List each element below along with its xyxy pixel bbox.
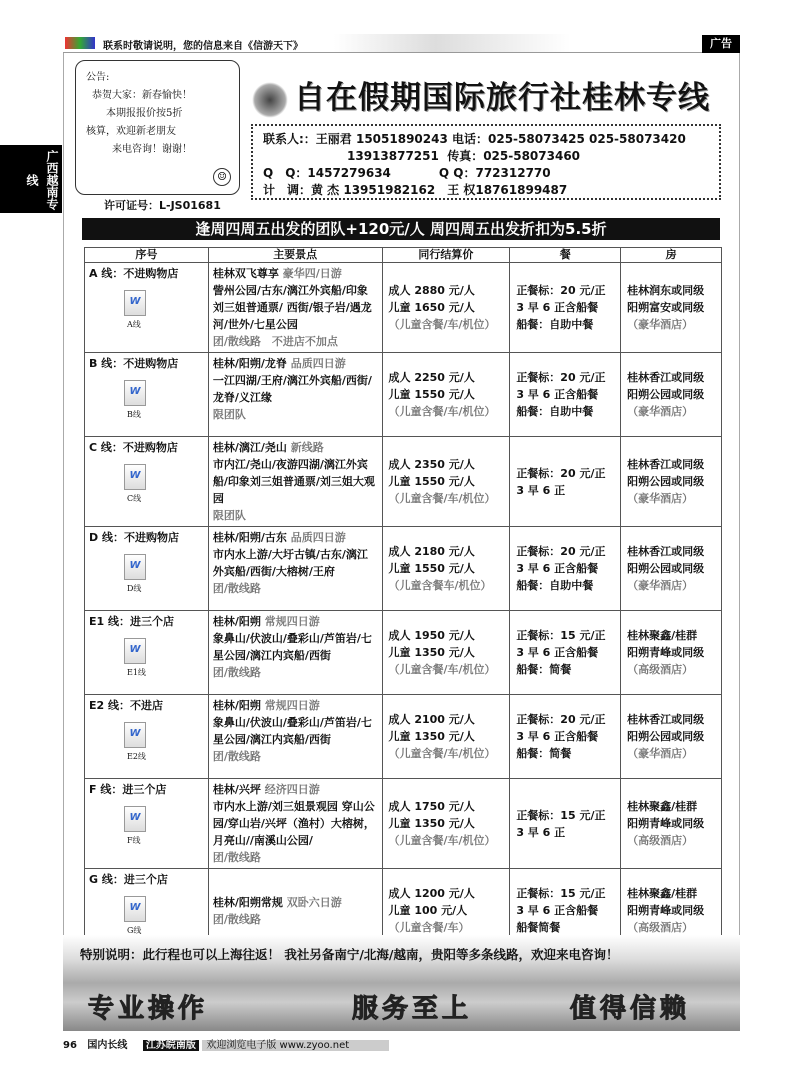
room-line: 阳朔青峰或同级 <box>627 904 705 917</box>
table-row <box>85 353 722 437</box>
page-number: 96 <box>63 1040 77 1051</box>
meal-cell <box>510 779 621 869</box>
spots-cell <box>208 695 382 779</box>
route-note: 团/散线路 不进店不加点 <box>212 335 338 348</box>
tour-tag: 新线路 <box>290 441 324 454</box>
website-link[interactable]: 欢迎浏览电子版 www.zyoo.net <box>202 1040 389 1051</box>
price-note: （儿童含餐/车/机位） <box>388 318 496 331</box>
announcement-line: 本期报报价按5折 <box>106 108 183 119</box>
meal-cell <box>510 437 621 527</box>
spots-list: 市内江/尧山/夜游四湖/漓江外宾船/印象刘三姐普通票/刘三姐大观园 <box>212 458 375 505</box>
room-line: （豪华酒店） <box>627 405 694 418</box>
tour-tag: 常规四日游 <box>264 615 320 628</box>
room-line: 阳朔青峰或同级 <box>627 646 705 659</box>
side-tab: 广西越南专线 <box>0 145 62 213</box>
price-note: （儿童含餐/车） <box>388 921 470 934</box>
document-label[interactable]: G线 <box>127 926 142 935</box>
route-name: 桂林/阳朔 <box>212 699 261 712</box>
meal-line: 船餐：自助中餐 <box>516 579 594 592</box>
meal-line: 3 早 6 正 <box>516 483 566 497</box>
spots-cell <box>208 353 382 437</box>
document-label[interactable]: D线 <box>127 584 142 593</box>
table-row <box>85 437 722 527</box>
room-line: 阳朔公园或同级 <box>627 730 705 743</box>
spots-cell <box>208 437 382 527</box>
col-header: 房 <box>621 248 722 263</box>
price-note: （儿童含餐/车/机位） <box>388 492 496 505</box>
route-note: 团/散线路 <box>212 851 261 864</box>
top-notice: 联系时敬请说明，您的信息来自《信游天下》 <box>103 41 303 52</box>
title-text: 自在假期国际旅行社桂林专线 <box>294 80 710 116</box>
route-name: 桂林/阳朔/龙脊 <box>212 357 287 370</box>
child-price: 儿童 100 元/人 <box>388 904 468 917</box>
route-name: 桂林/阳朔 <box>212 615 261 628</box>
adult-price: 成人 2180 元/人 <box>388 545 475 558</box>
spots-cell <box>208 527 382 611</box>
word-document-icon[interactable]: W <box>124 554 146 580</box>
price-cell <box>382 527 510 611</box>
table-row <box>85 779 722 869</box>
price-note: （儿童含餐/车/机位） <box>388 405 496 418</box>
meal-cell <box>510 353 621 437</box>
route-note: 限团队 <box>212 509 246 522</box>
line-name: B 线：不进购物店 <box>89 357 179 370</box>
meal-line: 3 早 6 正含船餐 <box>516 388 599 401</box>
route-name: 桂林/漓江/尧山 <box>212 441 287 454</box>
meal-line: 3 早 6 正含船餐 <box>516 646 599 659</box>
room-line: 桂林聚鑫/桂群 <box>627 887 698 900</box>
adult-price: 成人 1950 元/人 <box>388 629 475 642</box>
contact-row: Q Q：1457279634 Q Q：772312770 <box>263 166 551 180</box>
room-line: 阳朔公园或同级 <box>627 475 705 488</box>
room-line: 阳朔富安或同级 <box>627 301 705 314</box>
line-cell <box>85 263 209 353</box>
spots-list: 訾州公园/古东/漓江外宾船/印象刘三姐普通票/ 西街/银子岩/遇龙河/世外/七星公园 <box>212 284 372 331</box>
line-name: G 线：进三个店 <box>89 873 168 886</box>
contact-box <box>251 124 721 200</box>
table-row <box>85 611 722 695</box>
child-price: 儿童 1550 元/人 <box>388 388 475 401</box>
room-cell <box>621 527 722 611</box>
dandelion-logo-icon <box>252 82 288 118</box>
adult-price: 成人 2250 元/人 <box>388 371 475 384</box>
contact-row: 联系人:：王丽君 15051890243 电话：025-58073425 025-58073420 <box>263 132 686 146</box>
spots-list: 象鼻山/伏波山/叠彩山/芦笛岩/七星公园/漓江内宾船/西街 <box>212 632 372 662</box>
price-note: （儿童含餐/车/机位） <box>388 747 496 760</box>
room-line: （豪华酒店） <box>627 492 694 505</box>
table-row <box>85 263 722 353</box>
room-line: 桂林香江或同级 <box>627 545 705 558</box>
price-cell <box>382 611 510 695</box>
line-name: E2 线：不进店 <box>89 699 163 712</box>
room-line: 桂林香江或同级 <box>627 458 705 471</box>
room-cell <box>621 353 722 437</box>
col-header: 主要景点 <box>208 248 382 263</box>
smiley-icon: ☺ <box>213 168 231 186</box>
price-cell <box>382 353 510 437</box>
line-name: C 线：不进购物店 <box>89 441 178 454</box>
document-label[interactable]: A线 <box>127 320 141 329</box>
spots-cell <box>208 263 382 353</box>
spots-cell <box>208 779 382 869</box>
meal-line: 船餐：简餐 <box>516 747 572 760</box>
price-cell <box>382 263 510 353</box>
room-line: （豪华酒店） <box>627 318 694 331</box>
meal-line: 3 早 6 正 <box>516 825 566 839</box>
col-header: 序号 <box>85 248 209 263</box>
word-document-icon[interactable]: W <box>124 722 146 748</box>
room-line: （高级酒店） <box>627 834 694 847</box>
room-line: 桂林香江或同级 <box>627 713 705 726</box>
table-row <box>85 695 722 779</box>
spots-list: 一江四湖/王府/漓江外宾船/西街/龙脊/义江缘 <box>212 374 372 404</box>
meal-line: 船餐：自助中餐 <box>516 318 594 331</box>
meal-line: 正餐标：20 元/正 <box>516 371 606 384</box>
contact-row: 计 调：黄 杰 13951982162 王 权18761899487 <box>263 183 568 197</box>
announcement-scroll <box>75 60 240 195</box>
table-row <box>85 527 722 611</box>
room-line: （高级酒店） <box>627 921 694 934</box>
tour-tag: 常规四日游 <box>264 699 320 712</box>
room-cell <box>621 611 722 695</box>
tour-tag: 双卧六日游 <box>286 895 342 909</box>
document-label[interactable]: C线 <box>127 494 142 503</box>
meal-line: 船餐：自助中餐 <box>516 405 594 418</box>
line-cell <box>85 695 209 779</box>
meal-line: 正餐标：15 元/正 <box>516 629 606 642</box>
announcement-heading: 公告: <box>86 72 110 83</box>
route-note: 限团队 <box>212 408 246 421</box>
meal-line: 正餐标：15 元/正 <box>516 808 606 822</box>
room-cell <box>621 779 722 869</box>
meal-line: 3 早 6 正含船餐 <box>516 730 599 743</box>
adult-price: 成人 1750 元/人 <box>388 800 475 813</box>
line-name: A 线：不进购物店 <box>89 267 179 280</box>
word-document-icon[interactable]: W <box>124 638 146 664</box>
section-name: 国内长线 <box>87 1040 128 1051</box>
route-note: 团/散线路 <box>212 666 261 679</box>
spots-list: 象鼻山/伏波山/叠彩山/芦笛岩/七星公园/漓江内宾船/西街 <box>212 716 372 746</box>
tour-tag: 豪华四/日游 <box>282 267 342 280</box>
meal-line: 3 早 6 正含船餐 <box>516 904 599 917</box>
top-bar <box>63 34 740 53</box>
route-note: 团/散线路 <box>212 750 261 763</box>
meal-line: 正餐标：20 元/正 <box>516 713 606 726</box>
child-price: 儿童 1550 元/人 <box>388 475 475 488</box>
meal-cell <box>510 263 621 353</box>
room-line: （高级酒店） <box>627 663 694 676</box>
meal-line: 正餐标：20 元/正 <box>516 284 606 297</box>
line-cell <box>85 779 209 869</box>
room-line: 桂林聚鑫/桂群 <box>627 629 698 642</box>
contact-row: 13913877251 传真：025-58073460 <box>263 149 581 163</box>
route-note: 团/散线路 <box>212 582 261 595</box>
adult-price: 成人 2100 元/人 <box>388 713 475 726</box>
room-cell <box>621 695 722 779</box>
adult-price: 成人 2880 元/人 <box>388 284 475 297</box>
meal-line: 3 早 6 正含船餐 <box>516 562 599 575</box>
line-name: E1 线：进三个店 <box>89 615 174 628</box>
price-note: （儿童含餐/车/机位） <box>388 834 496 847</box>
meal-cell <box>510 695 621 779</box>
document-label[interactable]: B线 <box>127 410 141 419</box>
line-name: F 线：进三个店 <box>89 783 167 796</box>
license-number: 许可证号：L-JS01681 <box>104 199 221 212</box>
meal-line: 正餐标：15 元/正 <box>516 887 606 900</box>
child-price: 儿童 1350 元/人 <box>388 646 475 659</box>
route-name: 桂林/阳朔/古东 <box>212 531 287 544</box>
route-name: 桂林/兴坪 <box>212 783 261 796</box>
room-line: （豪华酒店） <box>627 579 694 592</box>
child-price: 儿童 1350 元/人 <box>388 817 475 830</box>
slogan: 专业操作 <box>88 994 209 1024</box>
ad-label: 广告 <box>702 35 740 53</box>
room-line: 阳朔公园或同级 <box>627 562 705 575</box>
price-note: （儿童含餐车/机位） <box>388 579 492 592</box>
room-line: 阳朔青峰或同级 <box>627 817 705 830</box>
meal-line: 3 早 6 正含船餐 <box>516 301 599 314</box>
word-document-icon[interactable]: W <box>124 896 146 922</box>
adult-price: 成人 1200 元/人 <box>388 887 475 900</box>
line-cell <box>85 527 209 611</box>
line-cell <box>85 353 209 437</box>
word-document-icon[interactable]: W <box>124 290 146 316</box>
document-label[interactable]: E1线 <box>127 668 146 677</box>
word-document-icon[interactable]: W <box>124 464 146 490</box>
col-header: 餐 <box>510 248 621 263</box>
document-label[interactable]: F线 <box>127 836 141 845</box>
spots-list: 市内水上游/大圩古镇/古东/漓江外宾船/西街/大榕树/王府 <box>212 548 368 578</box>
meal-line: 船餐：简餐 <box>516 663 572 676</box>
meal-cell <box>510 527 621 611</box>
announcement-line: 来电咨询！谢谢！ <box>112 144 192 155</box>
slogan: 服务至上 <box>352 994 473 1024</box>
meal-line: 正餐标：20 元/正 <box>516 545 606 558</box>
footer <box>63 1036 389 1050</box>
meal-cell <box>510 611 621 695</box>
room-cell <box>621 437 722 527</box>
room-line: 阳朔公园或同级 <box>627 388 705 401</box>
tour-tag: 品质四日游 <box>290 357 346 370</box>
room-cell <box>621 263 722 353</box>
tour-tag: 经济四日游 <box>264 783 320 796</box>
child-price: 儿童 1650 元/人 <box>388 301 475 314</box>
col-header: 同行结算价 <box>382 248 510 263</box>
word-document-icon[interactable]: W <box>124 380 146 406</box>
announcement-line: 恭贺大家：新春愉快！ <box>92 90 192 101</box>
spots-list: 市内水上游/刘三姐景观园 穿山公园/穿山岩/兴坪（渔村）大榕树，月亮山//南溪山公园/ <box>212 800 375 847</box>
line-cell <box>85 611 209 695</box>
promo-banner: 逢周四周五出发的团队+120元/人 周四周五出发折扣为5.5折 <box>82 218 720 240</box>
room-line: （豪华酒店） <box>627 747 694 760</box>
edition-label: 江苏皖南版 <box>143 1040 199 1051</box>
line-cell <box>85 437 209 527</box>
announcement-line: 核算，欢迎新老朋友 <box>86 126 176 137</box>
room-line: 桂林聚鑫/桂群 <box>627 800 698 813</box>
route-name: 桂林/阳朔常规 <box>212 895 283 909</box>
document-label[interactable]: E2线 <box>127 752 146 761</box>
route-name: 桂林双飞尊享 <box>212 267 279 280</box>
meal-line: 正餐标：20 元/正 <box>516 466 606 480</box>
price-cell <box>382 437 510 527</box>
special-note: 特别说明：此行程也可以上海往返！ 我社另备南宁/北海/越南，贵阳等多条线路，欢迎来电咨询！ <box>80 947 619 962</box>
route-note: 团/散线路 <box>212 912 261 926</box>
slogan: 值得信赖 <box>570 994 691 1024</box>
word-document-icon[interactable]: W <box>124 806 146 832</box>
line-name: D 线：不进购物店 <box>89 531 179 544</box>
agency-title <box>252 72 722 117</box>
publication-logo <box>65 37 95 49</box>
adult-price: 成人 2350 元/人 <box>388 458 475 471</box>
price-note: （儿童含餐/车/机位） <box>388 663 496 676</box>
spots-cell <box>208 611 382 695</box>
meal-line: 船餐简餐 <box>516 921 561 934</box>
price-cell <box>382 779 510 869</box>
tour-table <box>84 247 722 953</box>
room-line: 桂林润东或同级 <box>627 284 705 297</box>
child-price: 儿童 1550 元/人 <box>388 562 475 575</box>
room-line: 桂林香江或同级 <box>627 371 705 384</box>
child-price: 儿童 1350 元/人 <box>388 730 475 743</box>
tour-tag: 品质四日游 <box>290 531 346 544</box>
price-cell <box>382 695 510 779</box>
